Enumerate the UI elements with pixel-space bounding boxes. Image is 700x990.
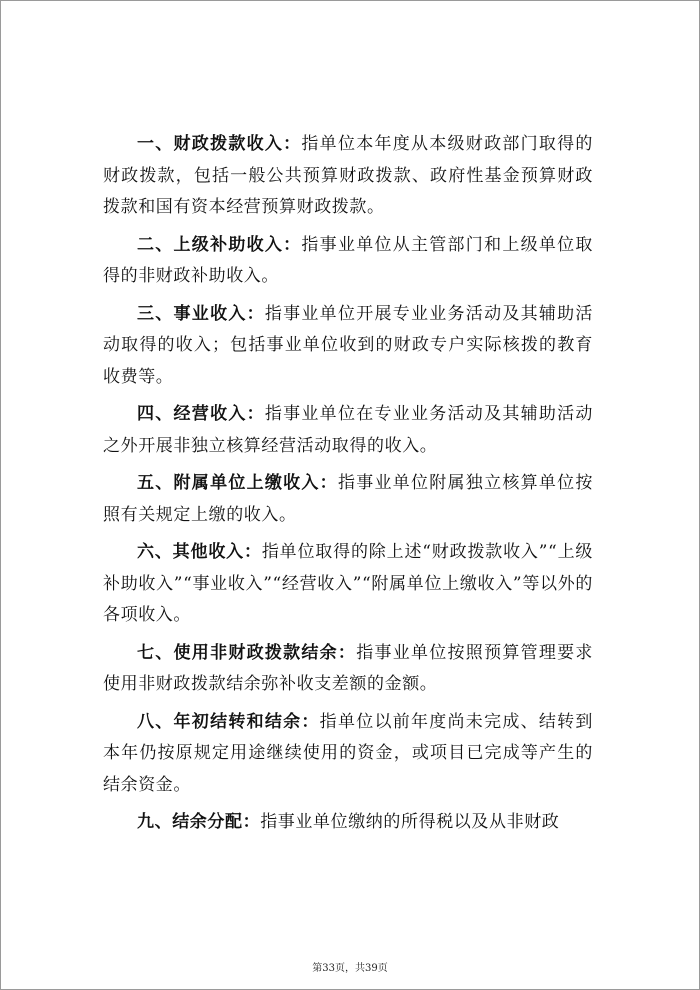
definition-text: 指事业单位按照预算管理要求使用非财政拨款结余弥补收支差额的金额。 — [103, 642, 593, 694]
definition-item-9 — [103, 807, 593, 839]
definition-term: 五、附属单位上缴收入： — [137, 473, 338, 493]
definition-text: 指事业单位附属独立核算单位按照有关规定上缴的收入。 — [103, 473, 593, 525]
definition-text: 指单位取得的除上述“财政拨款收入”“上级补助收入”“事业收入”“经营收入”“附属单位上缴收入”等以外的各项收入。 — [103, 542, 594, 625]
definition-item-6 — [103, 537, 593, 632]
document-body — [103, 129, 593, 839]
definition-term: 六、其他收入： — [137, 542, 262, 562]
definition-item-5 — [103, 468, 593, 531]
definition-term: 九、结余分配： — [137, 812, 261, 832]
definition-text: 指事业单位在专业业务活动及其辅助活动之外开展非独立核算经营活动取得的收入。 — [103, 404, 593, 456]
definition-term: 二、上级补助收入： — [137, 234, 302, 255]
definition-term: 八、年初结转和结余： — [137, 711, 320, 732]
definition-item-4 — [103, 399, 593, 462]
definition-text: 指事业单位开展专业业务活动及其辅助活动取得的收入；包括事业单位收到的财政专户实际核拨的教育收费等。 — [103, 303, 593, 387]
definition-item-7 — [103, 638, 593, 701]
definition-term: 四、经营收入： — [137, 404, 265, 424]
definition-term: 七、使用非财政拨款结余： — [137, 642, 357, 663]
definition-item-2 — [103, 230, 593, 293]
definition-text: 指单位以前年度尚未完成、结转到本年仍按原规定用途继续使用的资金，或项目已完成等产生的结余资金。 — [103, 711, 594, 795]
definition-term: 一、财政拨款收入： — [137, 134, 302, 154]
definition-item-3 — [103, 299, 593, 394]
definition-text: 指事业单位缴纳的所得税以及从非财政 — [260, 812, 560, 832]
definition-term: 三、事业收入： — [137, 303, 265, 324]
definition-text: 指单位本年度从本级财政部门取得的财政拨款，包括一般公共预算财政拨款、政府性基金预算财政拨款和国有资本经营预算财政拨款。 — [103, 134, 593, 217]
definition-item-8 — [103, 707, 593, 802]
page-number: 第33页，共39页 — [312, 963, 388, 974]
definition-text: 指事业单位从主管部门和上级单位取得的非财政补助收入。 — [103, 234, 593, 286]
definition-item-1 — [103, 129, 593, 224]
